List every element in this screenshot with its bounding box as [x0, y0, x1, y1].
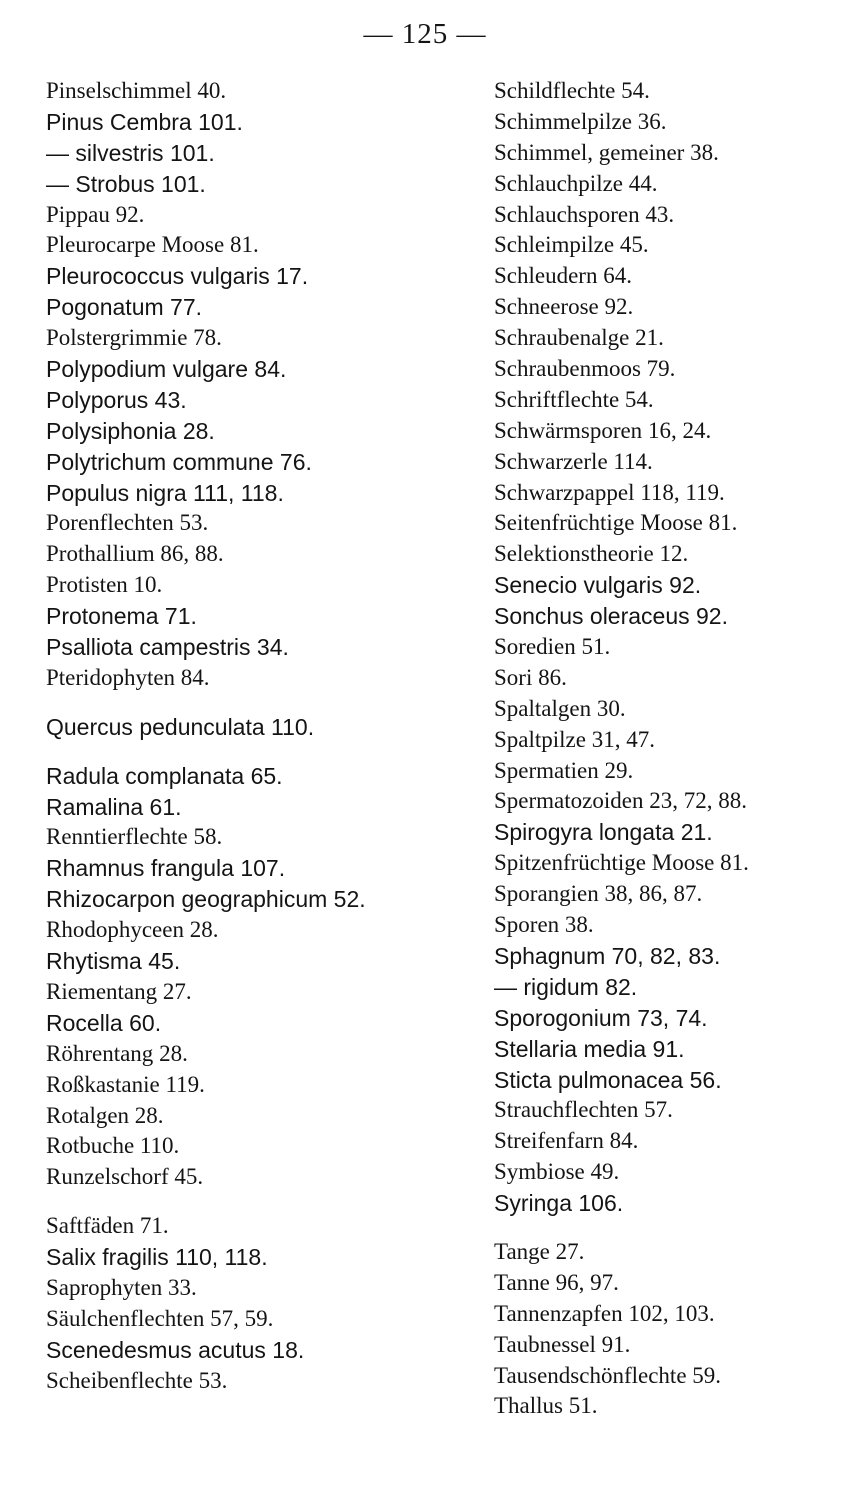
index-entry [494, 230, 844, 261]
index-term: Thallus [494, 1393, 563, 1419]
index-page-refs: 76. [279, 448, 312, 475]
index-term: Roßkastanie [46, 1071, 160, 1097]
index-term: Schleudern [494, 263, 598, 289]
index-page-refs: 44. [628, 170, 658, 196]
index-entry [46, 416, 446, 447]
index-page-refs: 92. [115, 201, 145, 227]
index-entry [46, 230, 446, 261]
index-term: — silvestris [46, 139, 164, 166]
index-page-refs: 110. [139, 1133, 180, 1159]
index-entry [494, 447, 844, 478]
index-entry [46, 1304, 446, 1335]
index-entry [494, 1330, 844, 1361]
index-term: Pleurococcus vulgaris [46, 263, 270, 290]
index-term: Tausendschönflechte [494, 1362, 687, 1388]
index-page-refs: 64. [603, 263, 632, 289]
index-page-refs: 84. [180, 664, 210, 690]
index-entry [46, 632, 446, 663]
index-entry [494, 539, 844, 570]
index-page-refs: 38. [690, 139, 719, 165]
index-term: Prothallium [46, 541, 155, 567]
index-term: Ramalina [46, 793, 144, 820]
index-term: Porenflechten [46, 510, 174, 536]
index-term: Schlauchsporen [494, 201, 640, 227]
index-entry [494, 756, 844, 787]
index-term: Pippau [46, 201, 110, 227]
index-entry [494, 1391, 844, 1422]
index-entry [46, 385, 446, 416]
index-page-refs: 28. [159, 1040, 188, 1066]
index-page-refs: 59. [692, 1362, 722, 1388]
index-term: Rhizocarpon geographicum [46, 886, 328, 913]
index-term: Riementang [46, 978, 158, 1004]
index-page-refs: 21. [680, 819, 713, 846]
index-page-refs: 119. [165, 1071, 205, 1097]
index-page-refs: 86, 88. [160, 541, 224, 567]
index-entry [46, 447, 446, 478]
index-entry [46, 200, 446, 231]
index-page-refs: 58. [193, 824, 223, 850]
index-term: Sonchus oleraceus [494, 603, 690, 630]
index-entry [46, 508, 446, 539]
index-term: Tanne [494, 1269, 550, 1295]
index-entry [494, 416, 844, 447]
index-entry [494, 1065, 844, 1096]
index-page-refs: 54. [624, 386, 654, 412]
index-page-refs: 101. [169, 139, 215, 166]
index-term: Pleurocarpe Moose [46, 232, 225, 258]
index-page-refs: 110. [271, 713, 315, 740]
index-term: Soredien [494, 634, 576, 660]
index-page-refs: 96, 97. [555, 1269, 619, 1295]
index-entry [46, 354, 446, 385]
index-entry [46, 1008, 446, 1039]
index-entry [494, 786, 844, 817]
index-page-refs: 18. [272, 1336, 305, 1363]
index-term: Schwarzpappel [494, 479, 635, 505]
index-term: Schildflechte [494, 78, 616, 103]
index-term: Saftfäden [46, 1213, 135, 1239]
index-term: Sphagnum [494, 942, 606, 969]
index-page-refs: 45. [174, 1164, 204, 1190]
index-page-refs: 101. [161, 170, 206, 197]
index-page-refs: 43. [645, 201, 675, 227]
index-entry [46, 570, 446, 601]
index-entry [494, 1299, 844, 1330]
index-term: Röhrentang [46, 1040, 154, 1066]
index-term: Spaltpilze [494, 726, 586, 752]
index-entry [46, 822, 446, 853]
index-entry [46, 1131, 446, 1162]
index-page-refs: 33. [168, 1274, 197, 1300]
index-term: Quercus pedunculata [46, 713, 265, 740]
index-term: Schriftflechte [494, 386, 620, 412]
index-term: Pogonatum [46, 294, 164, 321]
index-entry [46, 1366, 446, 1397]
index-entry [46, 884, 446, 915]
index-entry [46, 478, 446, 509]
index-term: Schimmelpilze [494, 108, 632, 134]
index-entry [46, 1101, 446, 1132]
index-page-refs: 34. [256, 634, 289, 661]
index-term: Pteridophyten [46, 664, 176, 690]
index-entry [494, 76, 844, 107]
index-page-refs: 82. [605, 973, 638, 1000]
index-entry [494, 200, 844, 231]
index-page-refs: 21. [635, 325, 664, 351]
index-page-refs: 43. [154, 386, 187, 413]
index-entry [494, 1268, 844, 1299]
index-term: Rotalgen [46, 1102, 130, 1128]
index-page-refs: 28. [182, 417, 215, 444]
index-entry [494, 879, 844, 910]
index-page-refs: 65. [250, 762, 283, 789]
index-term: Schwarzerle [494, 448, 608, 474]
index-page-refs: 60. [129, 1009, 162, 1036]
index-term: Scenedesmus acutus [46, 1336, 266, 1363]
index-entry [46, 712, 446, 743]
index-page-refs: 27. [555, 1238, 585, 1264]
index-entry [46, 792, 446, 823]
index-term: Polyporus [46, 386, 149, 413]
index-term: Scheibenflechte [46, 1367, 193, 1393]
index-entry [46, 323, 446, 354]
index-term: Symbiose [494, 1159, 585, 1185]
index-term: Sticta pulmonacea [494, 1066, 684, 1093]
index-entry [494, 972, 844, 1003]
index-entry [494, 323, 844, 354]
index-term: Rhytisma [46, 948, 142, 975]
index-term: Schwärmsporen [494, 417, 643, 443]
index-page-refs: 29. [604, 757, 634, 783]
index-page-refs: 49. [590, 1159, 620, 1185]
index-term: Rotbuche [46, 1133, 135, 1159]
index-term: Renntierflechte [46, 824, 188, 850]
index-entry [46, 761, 446, 792]
index-term: Säulchenflechten [46, 1305, 205, 1331]
index-page-refs: 81. [229, 232, 259, 258]
index-term: Protisten [46, 572, 128, 598]
index-term: Spaltalgen [494, 695, 592, 721]
index-term: Polysiphonia [46, 417, 177, 444]
index-term: Strauchflechten [494, 1097, 639, 1123]
index-term: Spermatozoiden [494, 788, 644, 814]
page-number-header: — 125 — [363, 18, 487, 50]
index-entry [46, 261, 446, 292]
index-entry [494, 508, 844, 539]
index-term: Rhodophyceen [46, 917, 184, 943]
index-term: Spitzenfrüchtige Moose [494, 850, 715, 876]
index-term: Pinus Cembra [46, 108, 192, 135]
index-term: Schleimpilze [494, 232, 615, 258]
index-term: Schlauchpilze [494, 170, 624, 196]
index-page-refs: 110, 118. [175, 1244, 268, 1271]
index-term: Taubnessel [494, 1331, 596, 1357]
index-entry [494, 478, 844, 509]
index-term: Saprophyten [46, 1274, 163, 1300]
index-term: — rigidum [494, 973, 599, 1000]
index-term: Populus nigra [46, 479, 187, 506]
index-page-refs: 51. [568, 1393, 598, 1419]
index-term: Radula complanata [46, 762, 245, 789]
letter-section-gap [46, 694, 446, 712]
index-entry [494, 601, 844, 632]
index-term: Sporen [494, 912, 560, 938]
index-page-refs: 27. [162, 978, 192, 1004]
index-page-refs: 40. [197, 78, 227, 103]
index-entry [494, 1003, 844, 1034]
index-entry [46, 853, 446, 884]
index-entry [494, 1034, 844, 1065]
index-term: Rhamnus frangula [46, 855, 234, 882]
index-page-refs: 77. [170, 294, 203, 321]
index-term: Psalliota campestris [46, 634, 251, 661]
index-entry [494, 354, 844, 385]
index-entry [494, 261, 844, 292]
index-term: — Strobus [46, 170, 155, 197]
index-term: Streifenfarn [494, 1128, 604, 1154]
index-term: Tannenzapfen [494, 1300, 623, 1326]
index-page-refs: 61. [149, 793, 182, 820]
index-entry [46, 76, 446, 107]
index-entry [494, 632, 844, 663]
index-entry [494, 1126, 844, 1157]
letter-section-gap [494, 1219, 844, 1237]
index-page-refs: 78. [193, 325, 222, 351]
index-term: Spermatien [494, 757, 599, 783]
index-page-refs: 53. [179, 510, 209, 536]
index-term: Senecio vulgaris [494, 572, 663, 599]
index-page-refs: 57. [644, 1097, 673, 1123]
index-page-refs: 84. [254, 356, 287, 383]
index-entry [494, 570, 844, 601]
index-page-refs: 114. [613, 448, 653, 474]
index-entry [46, 946, 446, 977]
index-page-refs: 111, 118. [193, 479, 284, 506]
index-entry [494, 694, 844, 725]
index-term: Sporogonium [494, 1004, 631, 1031]
index-term: Schraubenmoos [494, 356, 641, 382]
index-term: Seitenfrüchtige Moose [494, 510, 703, 536]
letter-section-gap [46, 1193, 446, 1211]
index-entry [494, 663, 844, 694]
index-page-refs: 53. [198, 1367, 228, 1393]
index-term: Protonema [46, 603, 159, 630]
index-term: Sori [494, 664, 533, 690]
index-page-refs: 81. [708, 510, 738, 536]
index-term: Pinselschimmel [46, 78, 192, 103]
index-entry [46, 107, 446, 138]
index-entry [46, 915, 446, 946]
index-entry [494, 1237, 844, 1268]
index-entry [494, 385, 844, 416]
index-term: Stellaria media [494, 1035, 647, 1062]
index-term: Rocella [46, 1009, 123, 1036]
index-page-refs: 57, 59. [210, 1305, 274, 1331]
index-page-refs: 23, 72, 88. [649, 788, 747, 814]
index-term: Syringa [494, 1190, 572, 1217]
index-term: Selektionstheorie [494, 541, 654, 567]
index-entry [46, 292, 446, 323]
index-term: Schimmel, gemeiner [494, 139, 685, 165]
index-page-refs: 86. [538, 664, 567, 690]
index-entry [494, 1157, 844, 1188]
index-entry [494, 1361, 844, 1392]
index-entry [46, 1162, 446, 1193]
index-term: Spirogyra longata [494, 819, 675, 846]
index-entry [494, 1095, 844, 1126]
index-page-refs: 71. [139, 1213, 169, 1239]
index-page-refs: 92. [696, 603, 728, 630]
index-entry [494, 910, 844, 941]
index-term: Tange [494, 1238, 550, 1264]
index-entry [494, 107, 844, 138]
index-entry [46, 977, 446, 1008]
index-page-refs: 38, 86, 87. [604, 881, 703, 907]
index-page-refs: 52. [333, 886, 366, 913]
index-page-refs: 106. [578, 1190, 624, 1217]
index-term: Polstergrimmie [46, 325, 188, 351]
index-entry [46, 1335, 446, 1366]
index-term: Runzelschorf [46, 1164, 169, 1190]
index-page-refs: 36. [637, 108, 667, 134]
index-entry [46, 1273, 446, 1304]
index-page-refs: 30. [596, 695, 626, 721]
index-entry [494, 941, 844, 972]
index-entry [494, 292, 844, 323]
index-term: Schneerose [494, 294, 599, 320]
index-page-refs: 118, 119. [640, 479, 725, 505]
index-entry [494, 169, 844, 200]
index-page-refs: 79. [646, 356, 676, 382]
index-entry [46, 663, 446, 694]
index-page-refs: 70, 82, 83. [611, 942, 721, 969]
index-page-refs: 71. [164, 603, 197, 630]
index-page-refs: 92. [604, 294, 634, 320]
index-page-refs: 91. [601, 1331, 631, 1357]
index-column-left [46, 76, 446, 1397]
index-page-refs: 38. [564, 912, 594, 938]
index-page-refs: 101. [198, 108, 243, 135]
index-page-refs: 54. [621, 78, 650, 103]
index-page-refs: 51. [581, 634, 611, 660]
index-page-refs: 28. [134, 1102, 164, 1128]
index-entry [46, 1070, 446, 1101]
index-entry [494, 725, 844, 756]
index-term: Polypodium vulgare [46, 356, 249, 383]
index-page-refs: 81. [720, 850, 749, 876]
index-column-right [494, 76, 844, 1422]
index-entry [46, 1039, 446, 1070]
index-term: Salix fragilis [46, 1244, 169, 1271]
index-term: Sporangien [494, 881, 599, 907]
index-page-refs: 45. [148, 948, 181, 975]
index-term: Polytrichum commune [46, 448, 274, 475]
index-page-refs: 16, 24. [647, 417, 712, 443]
index-page-refs: 107. [240, 855, 286, 882]
index-entry [46, 539, 446, 570]
index-page-refs: 56. [689, 1066, 722, 1093]
index-page-refs: 28. [189, 917, 219, 943]
index-page-refs: 91. [652, 1035, 685, 1062]
index-page-refs: 73, 74. [637, 1004, 708, 1031]
index-page-refs: 12. [659, 541, 689, 567]
index-entry [46, 169, 446, 200]
index-entry [46, 138, 446, 169]
index-page-refs: 102, 103. [628, 1300, 715, 1326]
index-term: Schraubenalge [494, 325, 630, 351]
index-entry [494, 138, 844, 169]
index-entry [46, 601, 446, 632]
index-page-refs: 45. [619, 232, 649, 258]
index-entry [494, 817, 844, 848]
index-entry [46, 1242, 446, 1273]
index-page-refs: 10. [133, 572, 163, 598]
index-page-refs: 31, 47. [591, 726, 655, 752]
index-entry [494, 1188, 844, 1219]
index-page-refs: 84. [609, 1128, 639, 1154]
letter-section-gap [46, 743, 446, 761]
index-page-refs: 92. [669, 572, 702, 599]
index-entry [46, 1211, 446, 1242]
index-page-refs: 17. [276, 263, 309, 290]
index-entry [494, 848, 844, 879]
